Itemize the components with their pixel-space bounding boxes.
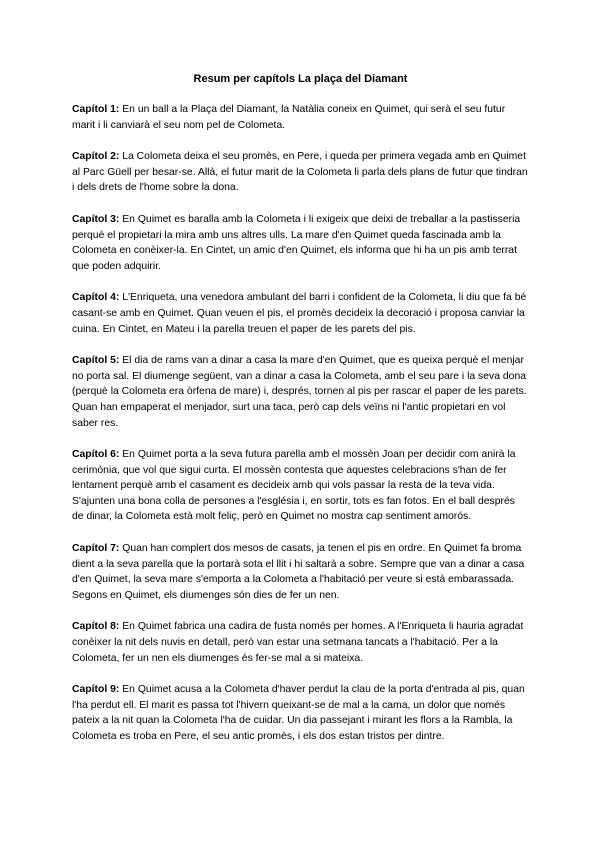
chapter-label: Capítol 2: (72, 151, 120, 163)
chapter-4 (72, 290, 529, 337)
chapter-text: La Colometa deixa el seu promès, en Pere, i queda per primera vegada amb en Quimet al Parc Güell per besar-se. Allà, el futur marit de la Colometa li parla dels plans de futur que tindran i dels drets de l'home sobre la dona. (72, 151, 528, 194)
chapter-2 (72, 149, 529, 196)
chapter-text: En un ball a la Plaça del Diamant, la Natàlia coneix en Quimet, qui serà el seu futur marit i li canviarà el seu nom pel de Colometa. (72, 104, 506, 131)
chapter-label: Capítol 7: (72, 543, 120, 555)
chapter-7 (72, 541, 529, 603)
chapter-text: L'Enriqueta, una venedora ambulant del barri i confident de la Colometa, li diu que fa bé casant-se amb en Quimet. Quan veuen el pis, el promès decideix la decoració i proposa canviar la cuina. En Cintet, en Mateu i la parella treuen el paper de les parets del pis. (72, 292, 527, 335)
chapter-label: Capítol 5: (72, 355, 120, 367)
chapter-9 (72, 682, 529, 744)
chapter-label: Capítol 8: (72, 621, 120, 633)
chapter-6 (72, 447, 529, 525)
document-title: Resum per capítols La plaça del Diamant (193, 73, 408, 85)
chapter-label: Capítol 4: (72, 292, 120, 304)
chapter-label: Capítol 1: (72, 104, 120, 115)
chapter-text: En Quimet fabrica una cadira de fusta només per homes. A l'Enriqueta li hauria agradat conèixer la nit dels nuvis en detall, però van estar una setmana tancats a l'habitació. Per a la Colometa, fer un nen els diumenges és fer-se mal a si mateixa. (72, 621, 524, 664)
chapter-text: En Quimet porta a la seva futura parella amb el mossèn Joan per decidir com anirà la cerimònia, que vol que sigui curta. El mossèn contesta que aquestes celebracions s'han de fer lentament perquè amb el casament es decideix amb qui vols passar la resta de la teva vida. S'ajunten una bona colla de persones a l'església i, en sortir, tots es fan fotos. En el ball després de dinar, la Colometa està molt feliç, però en Quimet no mostra cap sentiment amorós. (72, 449, 516, 523)
chapter-8 (72, 619, 529, 666)
chapter-label: Capítol 3: (72, 213, 120, 225)
chapter-text: En Quimet es baralla amb la Colometa i li exigeix que deixi de treballar a la pastisseria perquè el propietari la mira amb uns altres ulls. La mare d'en Quimet queda fascinada amb la Colometa en conèixer-la. En Cintet, un amic d'en Quimet, els informa que hi ha un pis amb terrat que poden adquirir. (72, 213, 521, 272)
chapter-label: Capítol 6: (72, 449, 120, 461)
chapter-3 (72, 212, 529, 274)
chapter-1 (72, 102, 529, 133)
chapter-text: En Quimet acusa a la Colometa d'haver perdut la clau de la porta d'entrada al pis, quan l'ha perdut ell. El marit es passa tot l'hivern queixant-se de mal a la cama, un dolor que només pateix a la nit quan la Colometa l'ha de cuidar. Un dia passejant i mirant les flors a la Rambla, la Colometa es troba en Pere, el seu antic promès, i els dos estan tristos per dintre. (72, 684, 525, 742)
chapter-label: Capítol 9: (72, 684, 120, 696)
chapter-5 (72, 353, 529, 431)
chapter-text: Quan han complert dos mesos de casats, ja tenen el pis en ordre. En Quimet fa broma dient a la seva parella que la portarà sota el llit i hi saltarà a sobre. Sempre que van a dinar a casa d'en Quimet, la seva mare s'emporta a la Colometa a l'habitació per veure si està embarassada. Segons en Quimet, els diumenges són dies de fer un nen. (72, 543, 525, 601)
chapter-text: El dia de rams van a dinar a casa la mare d'en Quimet, que es queixa perquè el menjar no porta sal. El diumenge següent, van a dinar a casa la Colometa, amb el seu pare i la seva dona (perquè la Colometa era òrfena de mare) i, després, tornen al pis per rascar el paper de les parets. Quan han empaperat el menjador, surt una taca, però cap dels veïns ni l'antic propietari en vol saber res. (72, 355, 527, 429)
